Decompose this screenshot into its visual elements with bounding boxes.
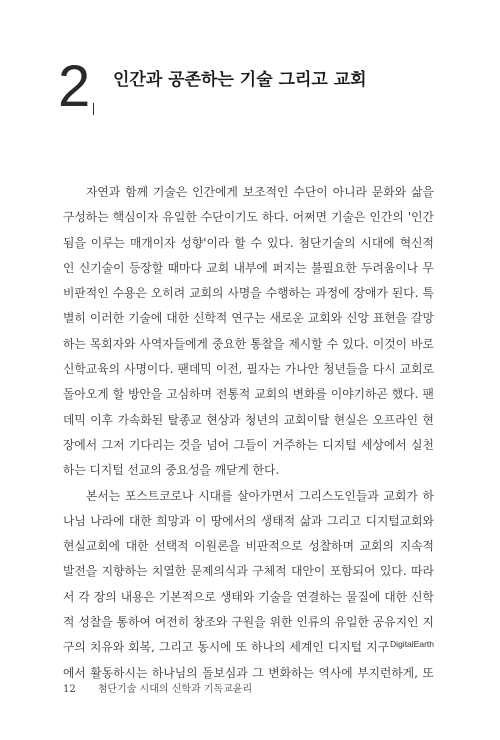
word: 구원을 xyxy=(231,615,266,630)
word: 수단이기도 xyxy=(200,210,258,225)
word: 인간의 xyxy=(369,210,404,225)
word: 생태와 xyxy=(219,589,255,604)
word: 본서는 xyxy=(86,488,121,503)
word: 데믹 xyxy=(63,412,86,427)
word: 있다. xyxy=(267,235,294,250)
word: 매개이자 xyxy=(129,235,176,250)
word: 교회로 xyxy=(399,362,434,377)
word: 있다. xyxy=(380,564,407,579)
page-footer xyxy=(63,680,252,695)
word: 치열한 xyxy=(151,564,187,579)
paragraph-indent xyxy=(63,484,86,509)
body-text xyxy=(63,180,434,686)
word: 수용은 xyxy=(112,286,147,301)
word: 문제의식과 xyxy=(190,564,248,579)
word: 장애가 xyxy=(353,286,388,301)
word: 교회의 xyxy=(189,286,224,301)
word: 있다. xyxy=(342,336,369,351)
word: 디지털교회와 xyxy=(365,513,434,528)
word: 이루는 xyxy=(90,235,125,250)
word: 성찰을 xyxy=(78,615,113,630)
word: 할 xyxy=(234,235,246,250)
word: 때마다 xyxy=(167,260,202,275)
word: 현실은 xyxy=(333,412,368,427)
word: 이것이 xyxy=(372,336,408,351)
paragraph-indent xyxy=(63,180,86,205)
word: 구의 xyxy=(63,640,86,655)
word: 통찰을 xyxy=(250,336,285,351)
word: 청년들을 xyxy=(323,362,369,377)
word: 따라 xyxy=(411,564,434,579)
word: 다시 xyxy=(372,362,396,377)
word: 기본적으로 xyxy=(158,589,216,604)
word: 생태적 xyxy=(260,513,296,528)
word: 이야기하곤 xyxy=(330,387,388,402)
word: 실천 xyxy=(411,437,434,452)
word: 중요한 xyxy=(211,336,247,351)
paragraph-line xyxy=(63,332,434,357)
word: 아니라 xyxy=(332,185,367,199)
paragraph-line xyxy=(63,281,434,306)
word: 등장할 xyxy=(128,260,164,275)
word: 바로 xyxy=(411,336,434,351)
paragraph-line xyxy=(63,231,434,256)
paragraph-line xyxy=(63,382,434,407)
word: 특 xyxy=(422,286,434,301)
word: 시대를 xyxy=(198,488,233,503)
word: 교회와 xyxy=(307,311,343,326)
word: 돌아오게 xyxy=(63,387,109,402)
word: 전통적 xyxy=(216,387,251,402)
word: 기술은 xyxy=(331,210,366,225)
word: 신학교육의 xyxy=(63,362,120,377)
word: 기술을 xyxy=(258,589,293,604)
word: 오히려 xyxy=(150,286,186,301)
word: 지속적 xyxy=(399,539,434,554)
word: 신기술이 xyxy=(78,260,125,275)
paragraph-line xyxy=(63,357,434,382)
word: 탈종교 xyxy=(167,412,202,427)
word: 인간에게 xyxy=(192,185,238,199)
word: 현실교회에 xyxy=(63,539,120,554)
word: 서 xyxy=(63,589,75,604)
word: 대안이 xyxy=(291,564,326,579)
word: 그리고 xyxy=(158,640,194,655)
paragraph-line xyxy=(63,205,434,230)
word: 팬 xyxy=(422,387,434,402)
word: 가속화된 xyxy=(117,412,164,427)
word: 창조와 xyxy=(193,615,228,630)
word: '인간 xyxy=(407,210,434,225)
word: 했다. xyxy=(391,387,419,402)
word: 신앙 xyxy=(346,311,369,326)
word: 세상에서 xyxy=(361,437,407,452)
word: 퍼지는 xyxy=(272,260,307,275)
paragraph-line xyxy=(63,256,434,281)
word: 삶과 xyxy=(299,513,323,528)
word: 연결하는 xyxy=(296,589,343,604)
word: 이러한 xyxy=(89,311,125,326)
word: 할 xyxy=(112,387,125,402)
word: 기술에 xyxy=(128,311,163,326)
word: 또 xyxy=(422,665,434,680)
word: 이 xyxy=(194,513,207,528)
word: 사역자들에게 xyxy=(139,336,208,351)
word: 과정에 xyxy=(315,286,350,301)
word: 살아가면서 xyxy=(237,488,295,503)
word: 에서 xyxy=(63,665,86,680)
word: 여전히 xyxy=(154,615,190,630)
word: 회복, xyxy=(128,640,155,655)
word: 무 xyxy=(422,260,434,275)
word: 선택적 xyxy=(154,539,189,554)
word: 세계인 xyxy=(289,640,324,655)
word: 포함되어 xyxy=(329,564,376,579)
word: 수 xyxy=(250,235,263,250)
word: 불필요한 xyxy=(311,260,357,275)
word: 위한 xyxy=(269,615,293,630)
word: 그리스도인들과 xyxy=(298,488,379,503)
word: 부지런하게, xyxy=(357,665,418,680)
word: 대한 xyxy=(166,311,190,326)
word: 이전, xyxy=(215,362,243,377)
word: 교회 xyxy=(206,260,230,275)
word: 성찰하며 xyxy=(308,539,354,554)
word: 제시할 xyxy=(288,336,323,351)
paragraph-line xyxy=(63,484,434,509)
word: 사명이다. xyxy=(124,362,174,377)
word: 별히 xyxy=(63,311,86,326)
word: 새로운 xyxy=(269,311,304,326)
word: 적 xyxy=(63,615,75,630)
word: 첨단기술의 xyxy=(298,235,356,250)
word: 나님 xyxy=(63,513,86,528)
word: 거주하는 xyxy=(272,437,318,452)
word: 기술은 xyxy=(153,185,188,199)
word: 된다. xyxy=(391,286,419,301)
word: 고심하며 xyxy=(166,387,212,402)
word: 교회의 xyxy=(359,539,394,554)
word: 연구는 xyxy=(231,311,266,326)
paragraph-line: 하는 디지털 선교의 중요성을 깨닫게 한다. xyxy=(63,463,280,478)
word: 동시에 xyxy=(197,640,232,655)
paragraph-line xyxy=(63,585,434,610)
word: 지향하는 xyxy=(101,564,148,579)
word: 함께 xyxy=(125,185,149,199)
word: 포스트코로나 xyxy=(125,488,194,503)
word: 지 xyxy=(422,615,434,630)
word: 수행하는 xyxy=(265,286,312,301)
word: 변화를 xyxy=(292,387,327,402)
word: 유일한 xyxy=(162,210,197,225)
word: 교회의 xyxy=(254,387,289,402)
word: 어쩌면 xyxy=(292,210,327,225)
word: 방안을 xyxy=(128,387,163,402)
word: 팬데믹 xyxy=(177,362,212,377)
word: 이후 xyxy=(90,412,114,427)
word: 구체적 xyxy=(252,564,287,579)
word: 기다리는 xyxy=(128,437,175,452)
word: 목회자와 xyxy=(89,336,136,351)
word: 하 xyxy=(422,488,434,503)
word: 활동하시는 xyxy=(90,665,148,680)
paragraph-line xyxy=(63,408,434,433)
word: 보조적인 xyxy=(242,185,289,199)
paragraph-line xyxy=(63,509,434,534)
word: 성향'이라 xyxy=(180,235,230,250)
word: 현 xyxy=(422,412,434,427)
chapter-marker-rule xyxy=(93,103,94,115)
word: 하다. xyxy=(262,210,289,225)
word: 혁신적 xyxy=(399,235,434,250)
word: 교회가 xyxy=(383,488,418,503)
word: 가나안 xyxy=(284,362,320,377)
paragraph-line-text xyxy=(63,635,389,660)
word: 문화와 xyxy=(371,185,407,199)
word: 또 xyxy=(235,640,248,655)
word: 필자는 xyxy=(246,362,281,377)
paragraph-line xyxy=(63,180,434,205)
word: 인류의 xyxy=(296,615,331,630)
word: 역사에 xyxy=(318,665,353,680)
word: 장의 xyxy=(93,589,117,604)
word: 지구 xyxy=(366,640,390,655)
word: 유일한 xyxy=(334,615,369,630)
word: 희망과 xyxy=(156,513,191,528)
word: 하나의 xyxy=(251,640,286,655)
word: 갈망 xyxy=(411,311,434,326)
word: 비판적인 xyxy=(63,286,109,301)
word: 내부에 xyxy=(233,260,268,275)
word: 비판적으로 xyxy=(245,539,303,554)
word: 디지털 xyxy=(327,640,363,655)
word: 핵심이자 xyxy=(112,210,159,225)
word: 그저 xyxy=(101,437,125,452)
page-number: 12 xyxy=(63,684,76,695)
paragraph-line xyxy=(63,610,434,635)
running-title: 첨단기술 시대의 신학과 기독교윤리 xyxy=(97,684,253,695)
word: Earth xyxy=(413,639,434,650)
word: Digital xyxy=(390,639,414,650)
word: 땅에서의 xyxy=(210,513,257,528)
paragraph-line xyxy=(63,306,434,331)
paragraph-line xyxy=(63,534,434,559)
word: 구성하는 xyxy=(63,210,109,225)
paragraph-line-text xyxy=(86,180,434,205)
word: 장에서 xyxy=(63,437,98,452)
word: 그리고 xyxy=(326,513,362,528)
word: 수 xyxy=(326,336,339,351)
word: 사명을 xyxy=(227,286,262,301)
word: 디지털 xyxy=(322,437,357,452)
word: 시대에 xyxy=(360,235,395,250)
word: 돌보심과 xyxy=(202,665,248,680)
paragraph-line xyxy=(63,433,434,458)
word: 인 xyxy=(63,260,75,275)
word: 물질에 xyxy=(346,589,381,604)
word: 대한 xyxy=(128,513,152,528)
word: 공유지인 xyxy=(372,615,419,630)
word: 변화하는 xyxy=(268,665,314,680)
word: 청년의 xyxy=(245,412,280,427)
word: 자연과 xyxy=(86,185,121,199)
word: 나라에 xyxy=(90,513,125,528)
word: 통하여 xyxy=(116,615,151,630)
paragraph-line xyxy=(63,635,434,660)
word: 삶을 xyxy=(411,185,434,199)
word: 그 xyxy=(252,665,264,680)
chapter-number: 2 xyxy=(58,54,90,119)
word: 각 xyxy=(78,589,90,604)
word: 그들이 xyxy=(233,437,268,452)
word: 신학적 xyxy=(193,311,228,326)
chapter-title: 인간과 공존하는 기술 그리고 교회 xyxy=(113,70,367,90)
paragraph-line-text xyxy=(86,484,434,509)
word: 대한 xyxy=(384,589,408,604)
word: 것을 xyxy=(179,437,202,452)
word: 대한 xyxy=(125,539,149,554)
word: 오프라인 xyxy=(372,412,419,427)
word: 발전을 xyxy=(63,564,98,579)
word: 수단이 xyxy=(293,185,328,199)
word: 넘어 xyxy=(206,437,230,452)
word: 교회이탈 xyxy=(283,412,330,427)
word: 신학 xyxy=(411,589,434,604)
inline-note xyxy=(390,632,434,657)
word: 하나님의 xyxy=(151,665,198,680)
word: 됨을 xyxy=(63,235,86,250)
word: 내용은 xyxy=(120,589,155,604)
word: 이원론을 xyxy=(194,539,240,554)
word: 두려움이나 xyxy=(361,260,419,275)
word: 하는 xyxy=(63,336,86,351)
word: 치유와 xyxy=(89,640,125,655)
paragraph-line xyxy=(63,559,434,584)
word: 현상과 xyxy=(206,412,241,427)
word: 표현을 xyxy=(372,311,408,326)
